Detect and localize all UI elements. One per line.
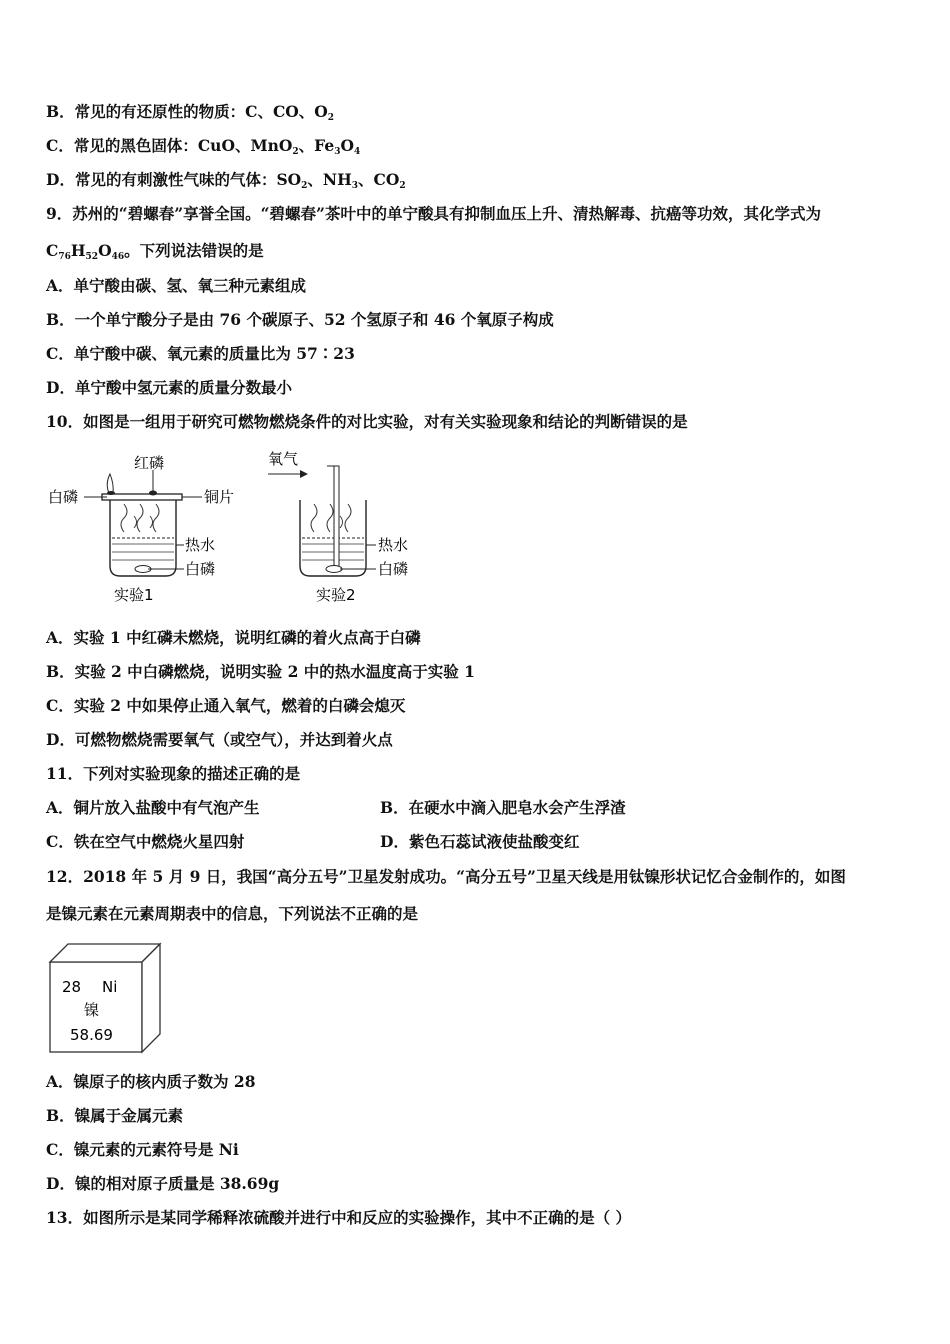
q11-stem: 11．下列对实验现象的描述正确的是 bbox=[46, 764, 301, 783]
q12-option-a: A．镍原子的核内质子数为 28 bbox=[46, 1072, 256, 1091]
q10-option-b: B．实验 2 中白磷燃烧，说明实验 2 中的热水温度高于实验 1 bbox=[46, 662, 475, 681]
q12-option-c: C．镍元素的元素符号是 Ni bbox=[46, 1140, 239, 1159]
q12-stem-line1: 12．2018 年 5 月 9 日，我国“高分五号”卫星发射成功。“高分五号”卫星天线是用钛镍形状记忆合金制作的，如图 bbox=[46, 867, 846, 886]
experiment-1 bbox=[48, 454, 234, 604]
label-oxygen: 氧气 bbox=[268, 450, 299, 468]
label-white-phosphorus-1: 白磷 bbox=[48, 488, 79, 506]
nickel-element-card bbox=[46, 940, 166, 1056]
label-red-phosphorus: 红磷 bbox=[134, 454, 165, 472]
q8-option-c: C．常见的黑色固体：CuO、MnO$_2$、$Fe_3O_4$ bbox=[46, 136, 361, 157]
label-white-phosphorus-2: 白磷 bbox=[378, 560, 409, 578]
label-experiment-1: 实验1 bbox=[114, 586, 154, 604]
label-hot-water-1: 热水 bbox=[185, 536, 216, 554]
element-cell-diagram bbox=[46, 940, 166, 1056]
experiment-2 bbox=[268, 450, 408, 604]
element-symbol: Ni bbox=[102, 978, 118, 996]
q11-option-a: A．铜片放入盐酸中有气泡产生 bbox=[46, 798, 260, 817]
label-hot-water-2: 热水 bbox=[378, 536, 409, 554]
combustion-experiment-figure bbox=[44, 448, 434, 612]
q9-option-c: C．单宁酸中碳、氧元素的质量比为 57∶23 bbox=[46, 344, 355, 363]
oxygen-tube bbox=[334, 466, 339, 568]
q10-stem: 10．如图是一组用于研究可燃物燃烧条件的对比实验，对有关实验现象和结论的判断错误的是 bbox=[46, 412, 688, 431]
element-atomic-mass: 58.69 bbox=[70, 1026, 113, 1044]
element-atomic-number: 28 bbox=[62, 978, 82, 996]
q9-option-b: B．一个单宁酸分子是由 76 个碳原子、52 个氢原子和 46 个氧原子构成 bbox=[46, 310, 554, 329]
element-name: 镍 bbox=[84, 1001, 100, 1019]
q9-option-a: A．单宁酸由碳、氢、氧三种元素组成 bbox=[46, 276, 307, 295]
q11-option-d: D．紫色石蕊试液使盐酸变红 bbox=[380, 832, 580, 851]
q10-option-a: A．实验 1 中红磷未燃烧，说明红磷的着火点高于白磷 bbox=[46, 628, 421, 647]
flame-icon bbox=[107, 474, 113, 493]
q10-option-d: D．可燃物燃烧需要氧气（或空气），并达到着火点 bbox=[46, 730, 393, 749]
q8-option-d: D．常见的有刺激性气味的气体：$SO_2$、$NH_3$、$CO_2$ bbox=[46, 170, 406, 191]
q8-option-b: B．常见的有还原性的物质：C、CO、$O_2$ bbox=[46, 102, 335, 123]
q9-stem-line1: 9．苏州的“碧螺春”享誉全国。“碧螺春”茶叶中的单宁酸具有抑制血压上升、清热解毒、抗癌等功效，其化学式为 bbox=[46, 204, 821, 223]
copper-sheet bbox=[102, 494, 182, 500]
q11-option-c: C．铁在空气中燃烧火星四射 bbox=[46, 832, 245, 851]
label-white-phosphorus-1b: 白磷 bbox=[185, 560, 216, 578]
q9-stem-line2: $C_{76}H_{52}O_{46}$。下列说法错误的是 bbox=[46, 241, 264, 262]
q12-option-d: D．镍的相对原子质量是 38.69g bbox=[46, 1174, 280, 1193]
label-copper-sheet: 铜片 bbox=[204, 488, 235, 506]
q12-stem-line2: 是镍元素在元素周期表中的信息，下列说法不正确的是 bbox=[46, 904, 419, 923]
combustion-experiment-diagram bbox=[44, 448, 434, 612]
q10-option-c: C．实验 2 中如果停止通入氧气，燃着的白磷会熄灭 bbox=[46, 696, 406, 715]
q9-option-d: D．单宁酸中氢元素的质量分数最小 bbox=[46, 378, 292, 397]
label-experiment-2: 实验2 bbox=[316, 586, 356, 604]
q11-option-b: B．在硬水中滴入肥皂水会产生浮渣 bbox=[380, 798, 626, 817]
q13-stem: 13．如图所示是某同学稀释浓硫酸并进行中和反应的实验操作，其中不正确的是（ ） bbox=[46, 1208, 631, 1227]
q12-option-b: B．镍属于金属元素 bbox=[46, 1106, 184, 1125]
